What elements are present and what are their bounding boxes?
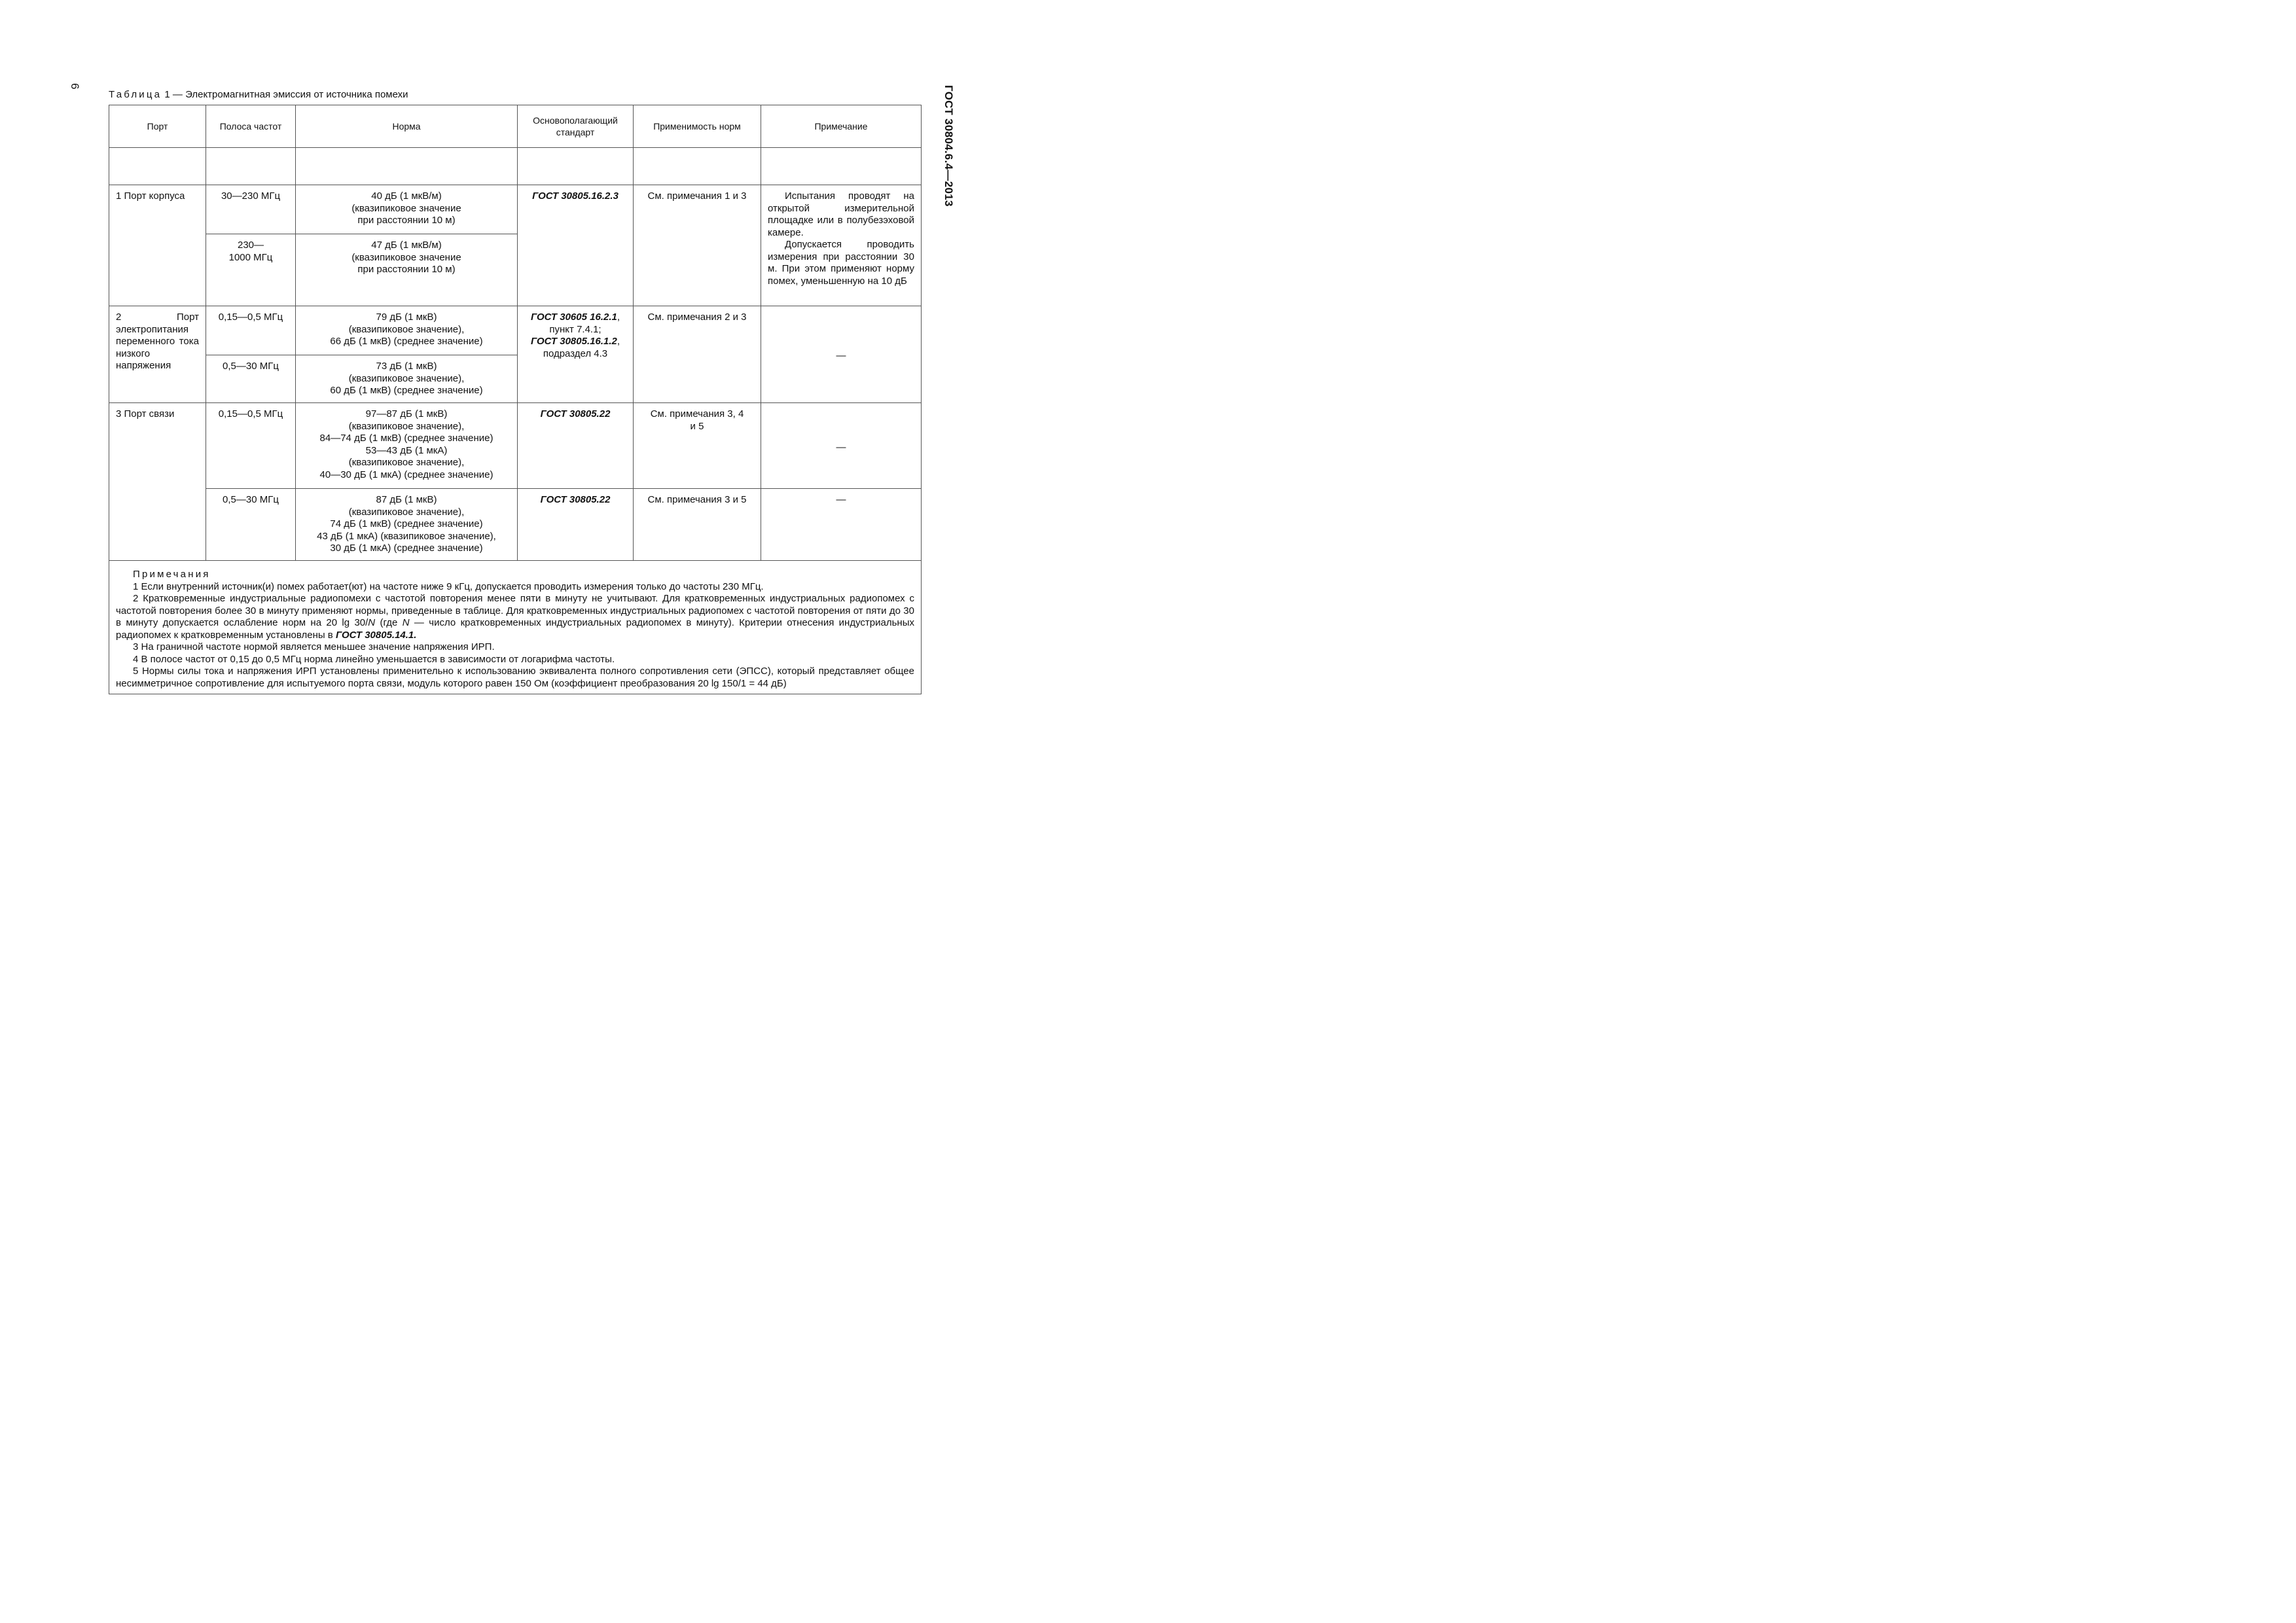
table-row [109, 403, 922, 489]
band-cell: 30—230 МГц [206, 185, 296, 234]
note-standard-ref: ГОСТ 30805.14.1. [335, 629, 417, 641]
band-cell: 0,5—30 МГц [206, 355, 296, 403]
header-remark: Примечание [761, 105, 922, 148]
norm-line: 66 дБ (1 мкВ) (среднее значение) [330, 336, 483, 347]
norm-line: (квазипиковое значение), [348, 420, 465, 432]
standard-ref: ГОСТ 30605 16.2.1 [530, 312, 617, 323]
norm-line: 60 дБ (1 мкВ) (среднее значение) [330, 385, 483, 396]
standard-punct: , [617, 312, 620, 323]
standard-cell [518, 306, 634, 403]
header-separator [109, 148, 922, 185]
port-cell: 1 Порт корпуса [109, 185, 206, 306]
note-text: — число кратковременных индустриальных радиопомех в минуту). Критерии отнесения индустриальных радиопомех к кратковременным установлены в [116, 617, 914, 641]
note-1: 1 Если внутренний источник(и) помех работает(ют) на частоте ниже 9 кГц, допускается проводить измерения только до частоты 230 МГц. [133, 580, 764, 592]
remark-cell: — [761, 489, 922, 561]
caption-prefix: Таблица [109, 89, 162, 100]
band-cell [206, 234, 296, 306]
norm-line: 79 дБ (1 мкВ) [376, 312, 437, 323]
note-2 [116, 593, 914, 641]
applicability-line: и 5 [690, 420, 704, 432]
note-5: 5 Нормы силы тока и напряжения ИРП установлены применительно к использованию эквивалента полного сопротивления сети (ЭПСС), который представляет общее несимметричное сопротивление для испытуемого порта связи, модуль которого равен 150 Ом (коэффициент преобразования 20 lg 150/1 = 44 дБ) [116, 666, 914, 689]
norm-line: 97—87 дБ (1 мкВ) [365, 408, 448, 419]
band-cell: 0,15—0,5 МГц [206, 403, 296, 489]
norm-cell [296, 234, 518, 306]
band-cell: 0,5—30 МГц [206, 489, 296, 561]
standard-line: подраздел 4.3 [543, 348, 608, 359]
norm-cell [296, 403, 518, 489]
emission-table [109, 105, 922, 694]
note-4: 4 В полосе частот от 0,15 до 0,5 МГц норма линейно уменьшается в зависимости от логарифма частоты. [133, 653, 615, 665]
page-number: 6 [69, 83, 81, 90]
table-row [109, 489, 922, 561]
norm-line: (квазипиковое значение), [348, 372, 465, 384]
notes-title: Примечания [133, 569, 211, 580]
norm-cell [296, 355, 518, 403]
norm-line: 53—43 дБ (1 мкА) [365, 444, 448, 456]
table-row [109, 185, 922, 234]
norm-line: 84—74 дБ (1 мкВ) (среднее значение) [319, 433, 493, 444]
norm-line: 43 дБ (1 мкА) (квазипиковое значение), [317, 530, 496, 542]
note-text: 2 Кратковременные индустриальные радиопомехи с частотой повторения менее пяти в минуту не учитывают. Для кратковременных индустриальных радиопомех с частотой повторения более 30 в минуту применяют нормы, приведенные в таблице. Для кратковременных индустриальных радиопомех с частотой повторения от пяти до 30 в минуту допускается ослабление норм на 20 lg 30/ [116, 593, 914, 628]
remark-cell: — [761, 306, 922, 403]
table-header-row [109, 105, 922, 148]
header-standard: Основополагающий стандарт [518, 105, 634, 148]
caption-title: 1 — Электромагнитная эмиссия от источника помехи [162, 89, 408, 100]
norm-line: (квазипиковое значение [351, 251, 461, 263]
header-band: Полоса частот [206, 105, 296, 148]
norm-line: 40 дБ (1 мкВ/м) [371, 190, 442, 202]
note-3: 3 На граничной частоте нормой является меньшее значение напряжения ИРП. [133, 641, 495, 652]
applicability-cell: См. примечания 3 и 5 [634, 489, 761, 561]
norm-line: при расстоянии 10 м) [357, 215, 456, 226]
norm-line: 87 дБ (1 мкВ) [376, 494, 437, 505]
remark-paragraph: Допускается проводить измерения при расстоянии 30 м. При этом применяют норму помех, уменьшенную на 10 дБ [768, 239, 914, 287]
remark-cell [761, 185, 922, 306]
document-code: ГОСТ 30804.6.4—2013 [942, 85, 955, 207]
band-cell: 0,15—0,5 МГц [206, 306, 296, 355]
header-port: Порт [109, 105, 206, 148]
norm-line: при расстоянии 10 м) [357, 264, 456, 275]
notes-cell [109, 561, 922, 694]
header-applicability: Применимость норм [634, 105, 761, 148]
band-line: 1000 МГц [228, 251, 273, 263]
notes-row [109, 561, 922, 694]
band-line: 230— [237, 240, 264, 251]
applicability-cell [634, 403, 761, 489]
standard-cell: ГОСТ 30805.16.2.3 [518, 185, 634, 306]
standard-line: пункт 7.4.1; [549, 323, 601, 335]
norm-cell [296, 185, 518, 234]
norm-line: 30 дБ (1 мкА) (среднее значение) [330, 543, 483, 554]
applicability-cell: См. примечания 1 и 3 [634, 185, 761, 306]
norm-line: (квазипиковое значение), [348, 323, 465, 335]
norm-line: 40—30 дБ (1 мкА) (среднее значение) [319, 469, 493, 480]
norm-line: 47 дБ (1 мкВ/м) [371, 240, 442, 251]
norm-cell [296, 489, 518, 561]
standard-line [524, 336, 626, 348]
port-cell: 3 Порт связи [109, 403, 206, 561]
applicability-cell: См. примечания 2 и 3 [634, 306, 761, 403]
standard-line [524, 312, 626, 324]
header-norm: Норма [296, 105, 518, 148]
standard-cell: ГОСТ 30805.22 [518, 403, 634, 489]
table-caption [109, 89, 408, 100]
note-var: N [402, 617, 410, 628]
applicability-line: См. примечания 3, 4 [650, 408, 744, 419]
note-var: N [368, 617, 376, 628]
table-row [109, 306, 922, 355]
norm-line: (квазипиковое значение [351, 202, 461, 214]
remark-paragraph: Испытания проводят на открытой измерительной площадке или в полубезэховой камере. [768, 190, 914, 238]
norm-cell [296, 306, 518, 355]
note-text: (где [375, 617, 403, 628]
norm-line: 74 дБ (1 мкВ) (среднее значение) [330, 518, 483, 529]
norm-line: 73 дБ (1 мкВ) [376, 361, 437, 372]
standard-ref: ГОСТ 30805.16.1.2 [530, 336, 617, 347]
norm-line: (квазипиковое значение), [348, 506, 465, 518]
standard-cell: ГОСТ 30805.22 [518, 489, 634, 561]
remark-cell: — [761, 403, 922, 489]
standard-punct: , [617, 336, 620, 347]
port-cell: 2 Порт электропитания переменного тока низкого напряжения [109, 306, 206, 403]
norm-line: (квазипиковое значение), [348, 457, 465, 468]
